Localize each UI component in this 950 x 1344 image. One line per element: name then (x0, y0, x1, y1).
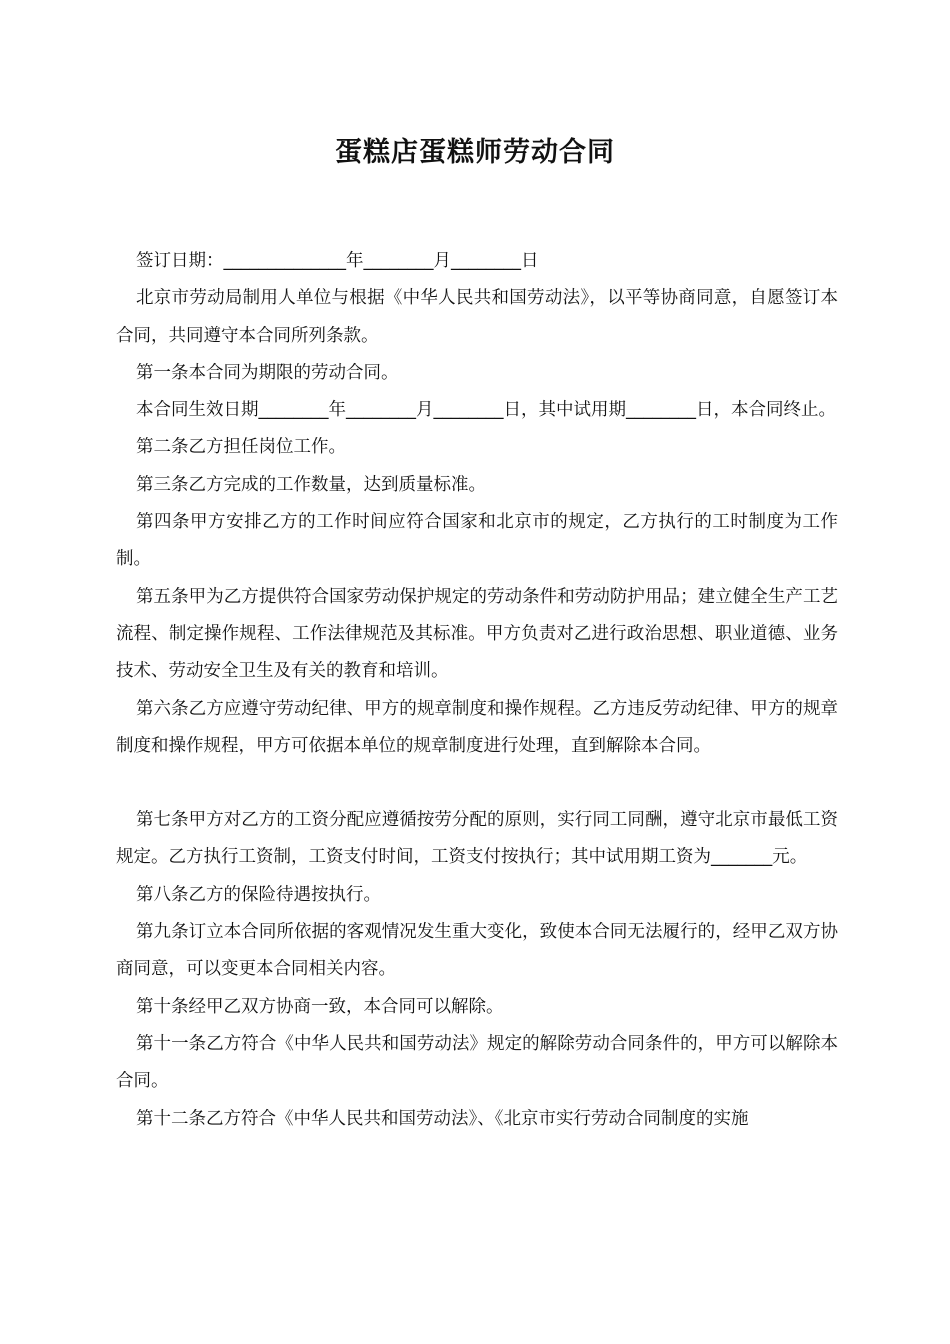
document-body (116, 243, 838, 1138)
preamble-paragraph: 北京市劳动局制用人单位与根据《中华人民共和国劳动法》，以平等协商同意，自愿签订本合同，共同遵守本合同所列条款。 (116, 288, 838, 346)
article-9: 第九条订立本合同所依据的客观情况发生重大变化，致使本合同无法履行的，经甲乙双方协商同意，可以变更本合同相关内容。 (116, 922, 838, 980)
signing-date-line: 签订日期：______________年________月________日 (136, 251, 539, 271)
article-10: 第十条经甲乙双方协商一致，本合同可以解除。 (136, 996, 504, 1017)
article-2: 第二条乙方担任岗位工作。 (136, 437, 346, 458)
article-1: 第一条本合同为期限的劳动合同。 (136, 362, 399, 383)
effective-date-paragraph: 本合同生效日期________年________月________日，其中试用期________日，本合同终止。 (136, 400, 836, 421)
article-8: 第八条乙方的保险待遇按执行。 (136, 884, 381, 905)
article-4: 第四条甲方安排乙方的工作时间应符合国家和北京市的规定，乙方执行的工时制度为工作制。 (116, 512, 838, 570)
document-title: 蛋糕店蛋糕师劳动合同 (335, 137, 615, 168)
article-3: 第三条乙方完成的工作数量，达到质量标准。 (136, 474, 486, 495)
article-7: 第七条甲方对乙方的工资分配应遵循按劳分配的原则，实行同工同酬，遵守北京市最低工资规定。乙方执行工资制，工资支付时间，工资支付按执行；其中试用期工资为_______元。 (116, 810, 838, 868)
article-11: 第十一条乙方符合《中华人民共和国劳动法》规定的解除劳动合同条件的，甲方可以解除本合同。 (116, 1033, 838, 1092)
article-6: 第六条乙方应遵守劳动纪律、甲方的规章制度和操作规程。乙方违反劳动纪律、甲方的规章制度和操作规程，甲方可依据本单位的规章制度进行处理，直到解除本合同。 (116, 698, 838, 756)
article-12: 第十二条乙方符合《中华人民共和国劳动法》、《北京市实行劳动合同制度的实施 (136, 1108, 749, 1129)
article-5: 第五条甲为乙方提供符合国家劳动保护规定的劳动条件和劳动防护用品；建立健全生产工艺流程、制定操作规程、工作法律规范及其标准。甲方负责对乙进行政治思想、职业道德、业务技术、劳动安全卫生及有关的教育和培训。 (116, 586, 838, 682)
